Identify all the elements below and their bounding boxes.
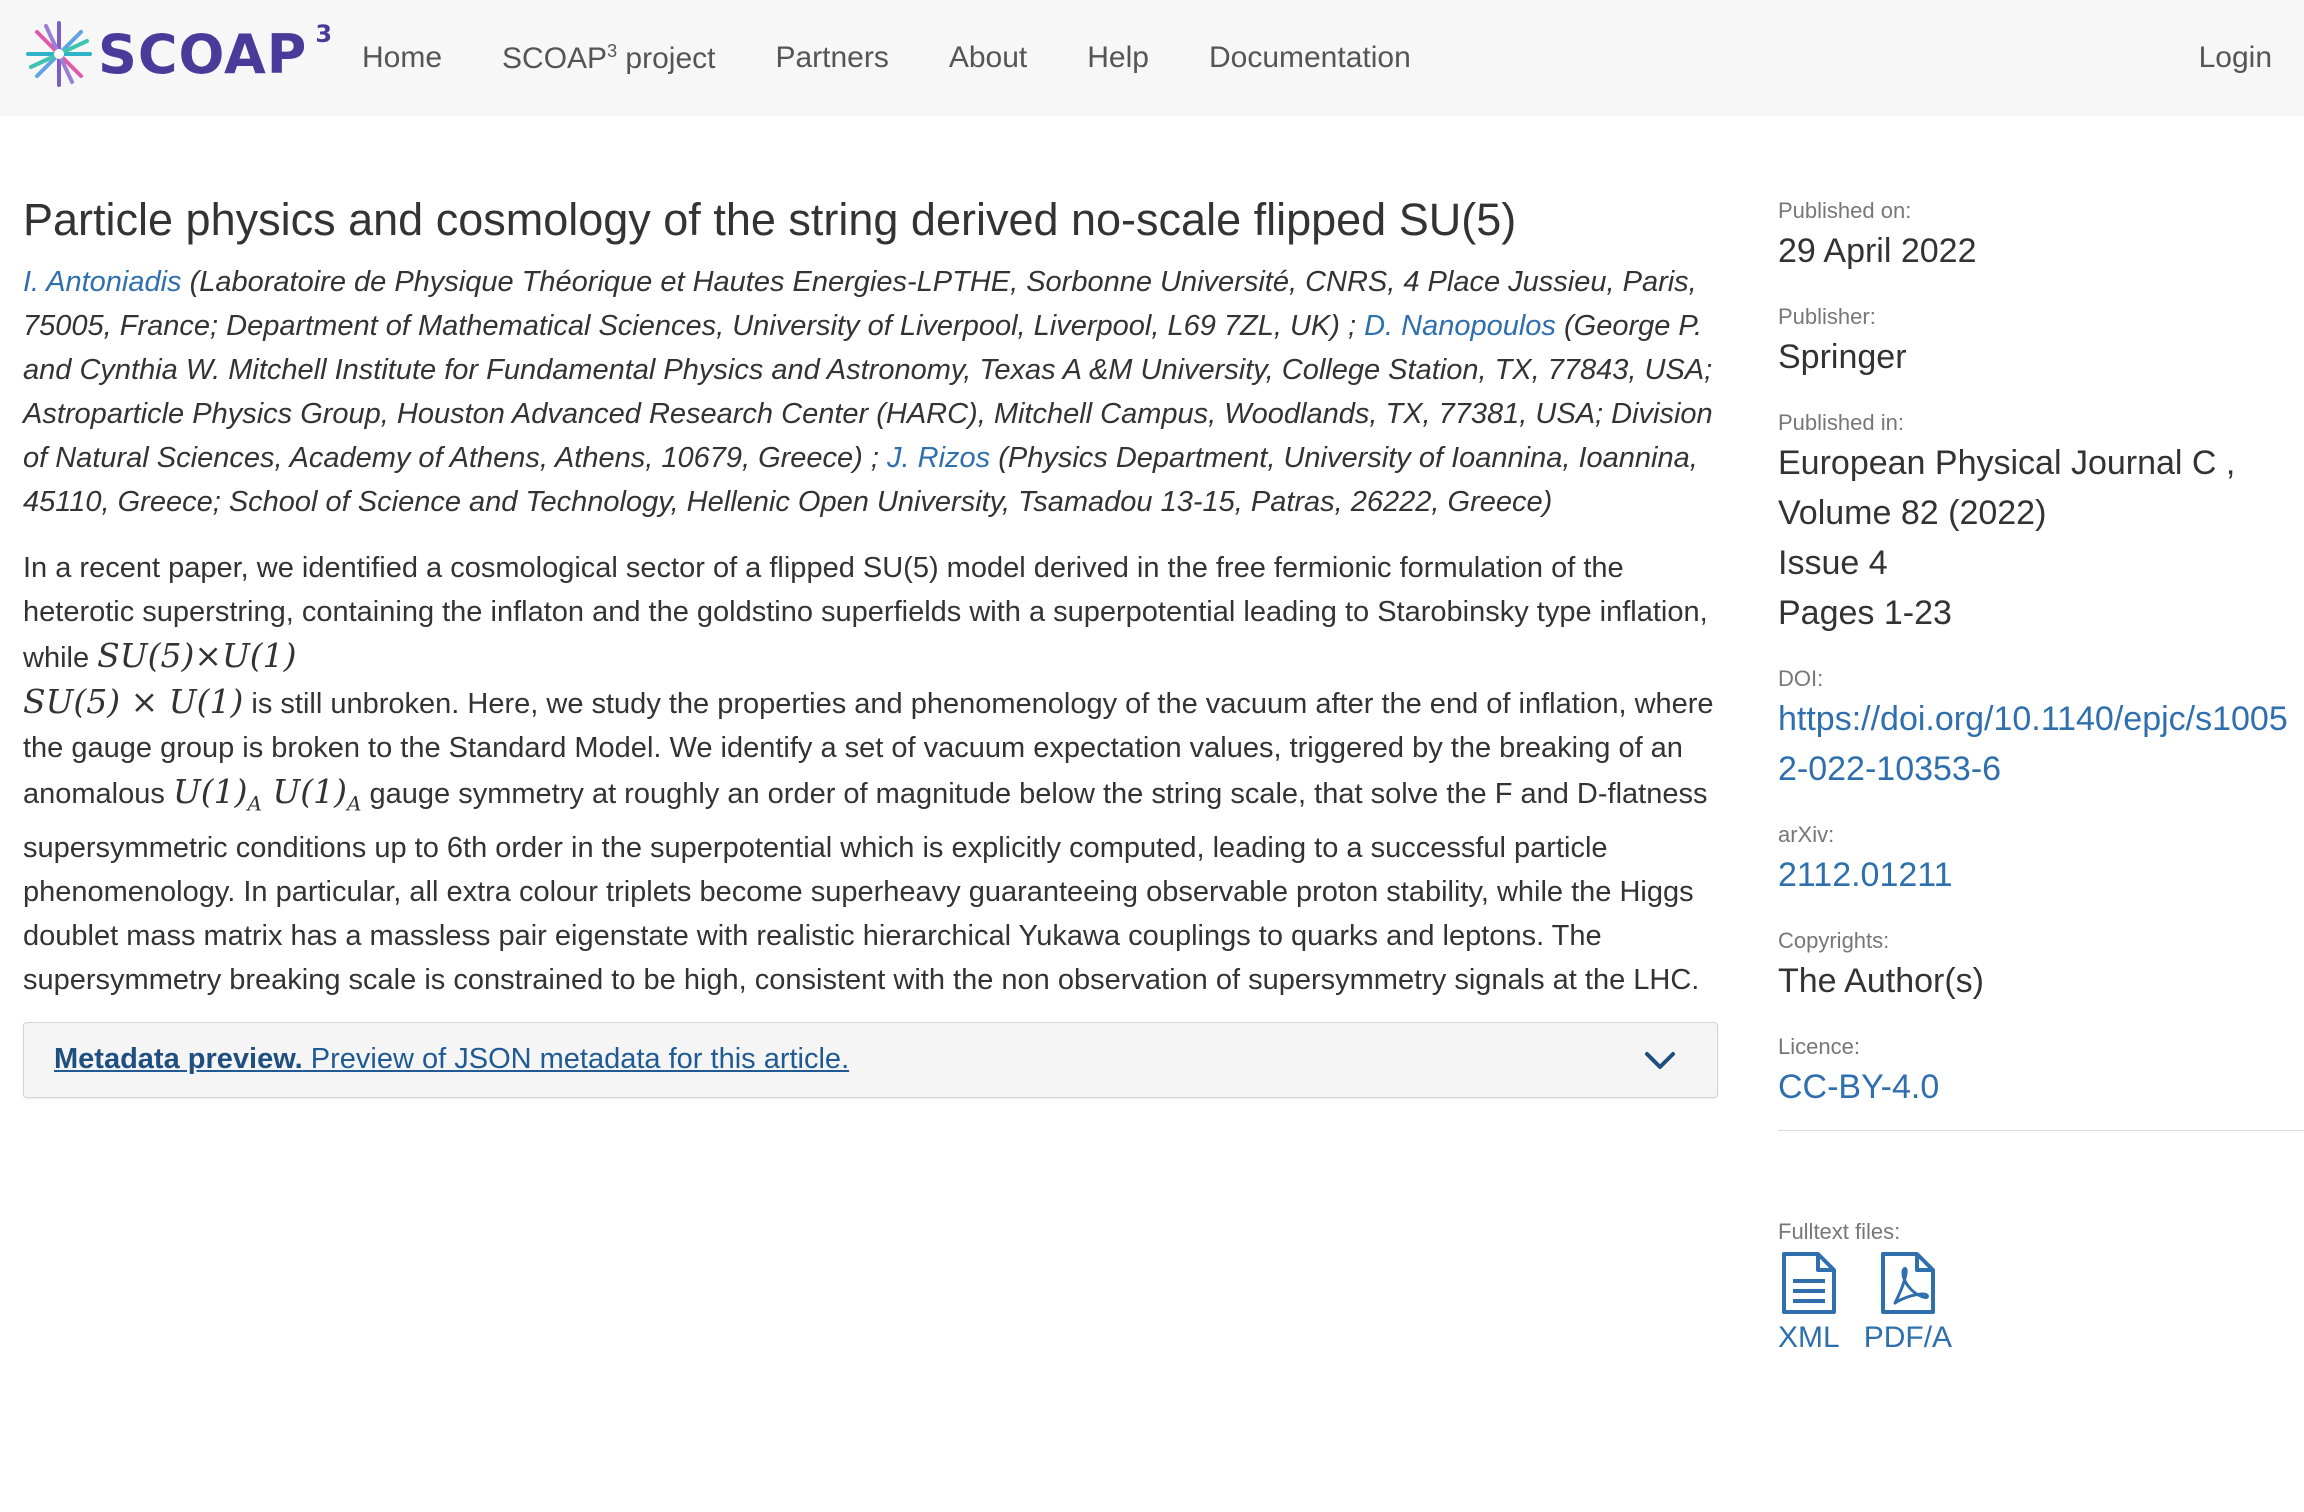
author-link[interactable]: I. Antoniadis bbox=[23, 266, 182, 298]
login-link[interactable]: Login bbox=[2198, 41, 2272, 74]
math-u1: U(1) bbox=[172, 772, 248, 811]
pdf-icon bbox=[1879, 1251, 1937, 1315]
nav-home[interactable]: Home bbox=[362, 41, 443, 74]
author-link[interactable]: J. Rizos bbox=[887, 442, 991, 474]
sidebar-divider bbox=[1778, 1130, 2304, 1131]
nav-scoap3-project[interactable] bbox=[502, 41, 715, 76]
math-subscript: A bbox=[247, 791, 262, 816]
author-link[interactable]: D. Nanopoulos bbox=[1364, 310, 1556, 342]
math-formula bbox=[172, 772, 362, 816]
author-affiliation: (George P. and Cynthia W. Mitchell Institute for Fundamental Physics and Astronomy, Texas A &M University, College Station, TX, 77843, USA; Astroparticle Physics Group, Houston Advanced Research Center (HARC), Mitchell Campus, Woodlands, TX, 77381, USA; Division of Natural Sciences, Academy of Athens, Athens, 10679, Greece) ; bbox=[23, 310, 1713, 474]
publisher-label: Publisher: bbox=[1778, 304, 1876, 329]
arxiv-link[interactable]: 2112.01211 bbox=[1778, 856, 1953, 894]
brand-superscript: 3 bbox=[315, 20, 333, 48]
author-affiliation: (Laboratoire de Physique Théorique et Hautes Energies-LPTHE, Sorbonne Université, CNRS, 4 Place Jussieu, Paris, 75005, France; Department of Mathematical Sciences, University of Liverpool, Liverpool, L69 7ZL, UK) ; bbox=[23, 266, 1697, 342]
published-on-value: 29 April 2022 bbox=[1778, 232, 1977, 270]
math-formula: SU(5) × U(1) bbox=[23, 682, 244, 721]
published-on-label: Published on: bbox=[1778, 198, 1912, 223]
nav-partners[interactable]: Partners bbox=[775, 41, 889, 74]
article-title: Particle physics and cosmology of the string derived no-scale flipped SU(5) bbox=[23, 194, 1517, 245]
abstract-text: is still unbroken. Here, we study the properties and phenomenology of the vacuum after the end of inflation, where the gauge group is broken to the Standard Model. We identify a set of vacuum expectation values, triggered by the breaking of an anomalous bbox=[23, 688, 1714, 810]
math-u1: U(1) bbox=[272, 772, 348, 811]
chevron-down-icon[interactable] bbox=[1643, 1045, 1677, 1075]
metadata-preview-text: Preview of JSON metadata for this article. bbox=[302, 1043, 850, 1076]
article-sidebar bbox=[1778, 196, 2288, 1355]
arxiv-label: arXiv: bbox=[1778, 822, 1835, 847]
author-list bbox=[23, 260, 1718, 524]
nav-documentation[interactable]: Documentation bbox=[1208, 41, 1411, 74]
nav-scoap3-label: SCOAP bbox=[502, 41, 608, 75]
publisher-value: Springer bbox=[1778, 338, 1907, 376]
xml-file-label: XML bbox=[1778, 1321, 1840, 1354]
copyrights-value: The Author(s) bbox=[1778, 962, 1984, 1000]
doi-link[interactable]: https://doi.org/10.1140/epjc/s10052-022-10353-6 bbox=[1778, 700, 2288, 788]
top-navigation-bar bbox=[0, 0, 2304, 116]
document-icon bbox=[1780, 1251, 1838, 1315]
abstract-text: In a recent paper, we identified a cosmological sector of a flipped SU(5) model derived in the free fermionic formulation of the heterotic superstring, containing the inflaton and the goldstino superfields with a superpotential leading to Starobinsky type inflation, while bbox=[23, 552, 1708, 674]
abstract-text: gauge symmetry at roughly an order of magnitude below the string scale, that solve the F and D-flatness supersymmetric conditions up to 6th order in the superpotential which is explicitly computed, leading to a successful particle phenomenology. In particular, all extra colour triplets become superheavy guaranteeing observable proton stability, while the Higgs doublet mass matrix has a massless pair eigenstate with realistic hierarchical Yukawa couplings to quarks and leptons. The supersymmetry breaking scale is constrained to be high, consistent with the non observation of supersymmetry signals at the LHC. bbox=[23, 778, 1708, 996]
pages-value: Pages 1-23 bbox=[1778, 594, 1952, 632]
metadata-preview-bold: Metadata preview. bbox=[54, 1043, 303, 1076]
xml-file-link[interactable] bbox=[1778, 1251, 1840, 1355]
pdf-file-label: PDF/A bbox=[1863, 1321, 1953, 1354]
nav-scoap3-rest: project bbox=[617, 41, 716, 75]
fulltext-label: Fulltext files: bbox=[1778, 1219, 1901, 1244]
brand-name: SCOAP bbox=[98, 22, 308, 86]
journal-value: European Physical Journal C , Volume 82 (2022) bbox=[1778, 444, 2236, 532]
pdf-file-link[interactable] bbox=[1864, 1251, 1952, 1355]
article-main bbox=[23, 190, 1718, 1098]
math-formula: SU(5)×U(1) bbox=[97, 636, 297, 675]
scoap3-logo[interactable] bbox=[22, 14, 332, 94]
licence-link[interactable]: CC-BY-4.0 bbox=[1778, 1068, 1940, 1106]
metadata-preview-link[interactable] bbox=[54, 1043, 849, 1076]
nav-about[interactable]: About bbox=[948, 41, 1028, 74]
author-affiliation: (Physics Department, University of Ioannina, Ioannina, 45110, Greece; School of Science and Technology, Hellenic Open University, Tsamadou 13-15, Patras, 26222, Greece) bbox=[23, 442, 1698, 518]
main-nav bbox=[362, 0, 1471, 116]
metadata-preview-toggle[interactable] bbox=[23, 1022, 1718, 1098]
fulltext-files bbox=[1778, 1251, 2288, 1355]
nav-scoap3-sup: 3 bbox=[607, 40, 618, 61]
math-subscript: A bbox=[347, 791, 362, 816]
nav-help[interactable]: Help bbox=[1087, 41, 1149, 74]
copyrights-label: Copyrights: bbox=[1778, 928, 1890, 953]
doi-label: DOI: bbox=[1778, 666, 1824, 691]
licence-label: Licence: bbox=[1778, 1034, 1860, 1059]
published-in-label: Published in: bbox=[1778, 410, 1904, 435]
scoap-logo-icon bbox=[22, 17, 96, 91]
article-abstract bbox=[23, 546, 1718, 1002]
issue-value: Issue 4 bbox=[1778, 544, 1888, 582]
